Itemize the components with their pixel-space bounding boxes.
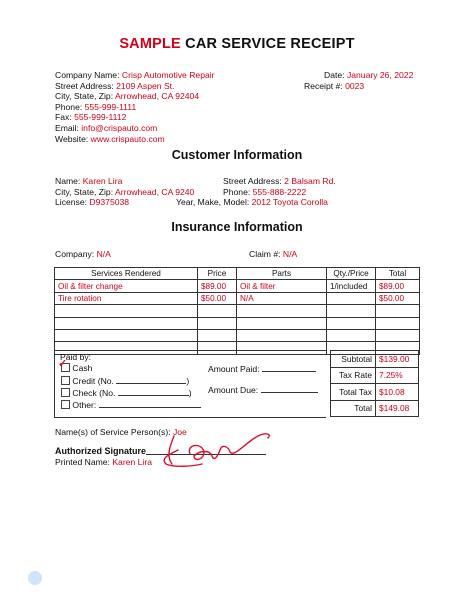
insurance-company-line — [55, 249, 111, 260]
total-cell: $50.00 — [376, 292, 420, 304]
customer-vehicle-line — [176, 197, 328, 208]
company-name-line — [55, 70, 215, 81]
customer-street-label: Street Address: — [223, 176, 285, 186]
credit-number-field[interactable] — [116, 375, 186, 384]
check-number-field[interactable] — [118, 387, 189, 396]
payment-option-label: Credit (No. — [72, 376, 114, 386]
company-street-label: Street Address: — [55, 80, 117, 91]
qty-cell — [327, 292, 376, 304]
totals-row-tax-rate — [331, 367, 419, 384]
table-row — [55, 305, 420, 317]
parts-cell: Oil & filter — [237, 280, 327, 292]
insurance-claim-line — [249, 249, 297, 260]
column-header: Total — [376, 268, 420, 280]
date-line — [324, 70, 413, 81]
company-email-label: Email: — [55, 122, 82, 133]
amount-paid-line — [208, 363, 316, 374]
column-header: Parts — [237, 268, 327, 280]
total-cell — [376, 329, 420, 341]
company-phone-line — [55, 102, 215, 113]
customer-license-value: D9375038 — [89, 197, 130, 208]
parts-cell — [237, 329, 327, 341]
table-row — [55, 317, 420, 329]
amount-paid-field[interactable] — [262, 363, 316, 372]
table-row — [55, 280, 420, 292]
service-persons-value: Joe — [172, 427, 187, 437]
company-fax-line — [55, 112, 215, 123]
receipt-number-label: Receipt #: — [304, 80, 346, 91]
column-header: Price — [198, 268, 237, 280]
checkbox-icon[interactable] — [61, 400, 70, 409]
company-name-value: Crisp Automotive Repair — [121, 70, 215, 80]
amount-due-label: Amount Due: — [208, 385, 259, 395]
other-payment-field[interactable] — [99, 399, 201, 408]
total-value: $149.08 — [376, 400, 419, 417]
customer-phone-line — [223, 187, 306, 198]
qty-cell: 1/included — [327, 280, 376, 292]
title-sample-word: SAMPLE — [119, 36, 181, 52]
customer-name-label: Name: — [55, 176, 83, 186]
receipt-number-value: 0023 — [345, 80, 365, 91]
price-cell — [198, 305, 237, 317]
customer-name-line — [55, 176, 194, 187]
total-tax-label: Total Tax — [331, 384, 376, 401]
company-phone-label: Phone: — [55, 101, 85, 112]
amount-due-field[interactable] — [261, 384, 318, 393]
receipt-number-line — [304, 81, 364, 92]
watermark-logo-icon — [28, 571, 42, 585]
insurance-company-value: N/A — [96, 249, 111, 259]
customer-street-line — [223, 176, 336, 187]
customer-city-label: City, State, Zip: — [55, 186, 116, 197]
customer-license-line — [55, 197, 194, 208]
company-fax-value: 555-999-1112 — [74, 112, 127, 123]
total-cell — [376, 305, 420, 317]
title-rest: CAR SERVICE RECEIPT — [180, 36, 355, 52]
insurance-info-heading: Insurance Information — [171, 220, 303, 234]
check-mark-icon: ✓ — [58, 358, 68, 370]
customer-license-label: License: — [55, 197, 90, 208]
payment-option-label: Cash — [72, 363, 93, 373]
date-value: January 26, 2022 — [346, 70, 414, 80]
qty-cell — [327, 329, 376, 341]
company-block — [55, 70, 215, 144]
customer-vehicle-value: 2012 Toyota Corolla — [251, 197, 328, 208]
total-tax-value: $10.08 — [376, 384, 419, 401]
insurance-claim-value: N/A — [282, 249, 298, 259]
service-cell: Oil & filter change — [55, 280, 198, 292]
company-phone-value: 555-999-1111 — [84, 101, 137, 112]
checkbox-icon[interactable] — [61, 388, 70, 397]
service-persons-label: Name(s) of Service Person(s): — [55, 427, 173, 437]
company-street-line — [55, 81, 215, 92]
company-email-line — [55, 123, 215, 134]
printed-name-label: Printed Name: — [55, 457, 113, 467]
company-website-label: Website: — [55, 133, 91, 144]
company-website-line — [55, 134, 215, 145]
company-street-value: 2109 Aspen St. — [116, 80, 175, 91]
amount-due-line — [208, 384, 318, 395]
company-website-value: www.crispauto.com — [90, 133, 165, 144]
printed-name-line — [55, 457, 152, 467]
insurance-company-label: Company: — [55, 249, 97, 259]
totals-row-total — [331, 400, 419, 417]
handwritten-signature — [150, 420, 280, 470]
totals-row-total-tax — [331, 384, 419, 401]
payment-option-label: Check (No. — [72, 388, 116, 398]
tax-rate-label: Tax Rate — [331, 367, 376, 384]
column-header: Qty./Price — [327, 268, 376, 280]
qty-cell — [327, 317, 376, 329]
receipt-title — [0, 36, 474, 52]
parts-cell — [237, 305, 327, 317]
totals-row-subtotal — [331, 351, 419, 368]
subtotal-label: Subtotal — [331, 351, 376, 368]
service-cell — [55, 305, 198, 317]
service-cell — [55, 329, 198, 341]
parts-cell — [237, 317, 327, 329]
total-cell: $89.00 — [376, 280, 420, 292]
price-cell: $89.00 — [198, 280, 237, 292]
payment-option-other[interactable] — [61, 399, 201, 410]
checkbox-icon[interactable] — [61, 376, 70, 385]
authorized-signature-label: Authorized Signature — [55, 446, 147, 456]
table-row — [55, 329, 420, 341]
customer-phone-label: Phone: — [223, 186, 253, 197]
customer-left-block — [55, 176, 194, 208]
customer-city-value: Arrowhead, CA 9240 — [115, 186, 195, 197]
parts-cell: N/A — [237, 292, 327, 304]
services-table — [54, 267, 420, 355]
price-cell — [198, 329, 237, 341]
company-city-line — [55, 91, 215, 102]
subtotal-value: $139.00 — [376, 351, 419, 368]
amount-paid-label: Amount Paid: — [208, 364, 260, 374]
payment-option-credit[interactable]: Credit (No. ) — [61, 375, 189, 386]
total-cell — [376, 317, 420, 329]
customer-city-line — [55, 187, 194, 198]
customer-phone-value: 555-888-2222 — [252, 186, 307, 197]
company-name-label: Company Name: — [55, 70, 122, 80]
tax-rate-value: 7.25% — [376, 367, 419, 384]
total-label: Total — [331, 400, 376, 417]
payment-option-check[interactable]: Check (No. ) — [61, 387, 192, 398]
price-cell: $50.00 — [198, 292, 237, 304]
company-email-value: info@crispauto.com — [81, 122, 158, 133]
service-cell: Tire rotation — [55, 292, 198, 304]
price-cell — [198, 317, 237, 329]
totals-table — [330, 350, 419, 417]
customer-street-value: 2 Balsam Rd. — [284, 176, 336, 186]
customer-vehicle-label: Year, Make, Model: — [176, 197, 252, 208]
services-header-row — [55, 268, 420, 280]
customer-name-value: Karen Lira — [82, 176, 123, 186]
company-city-label: City, State, Zip: — [55, 91, 116, 102]
qty-cell — [327, 305, 376, 317]
printed-name-value: Karen Lira — [112, 457, 152, 467]
company-city-value: Arrowhead, CA 92404 — [115, 91, 200, 102]
company-fax-label: Fax: — [55, 112, 75, 123]
payment-option-label: Other: — [72, 400, 97, 410]
column-header: Services Rendered — [55, 268, 198, 280]
customer-info-heading: Customer Information — [171, 148, 303, 162]
paid-by-label: Paid by: — [60, 352, 92, 362]
service-cell — [55, 317, 198, 329]
insurance-claim-label: Claim #: — [249, 249, 283, 259]
table-row — [55, 292, 420, 304]
date-label: Date: — [324, 70, 347, 80]
